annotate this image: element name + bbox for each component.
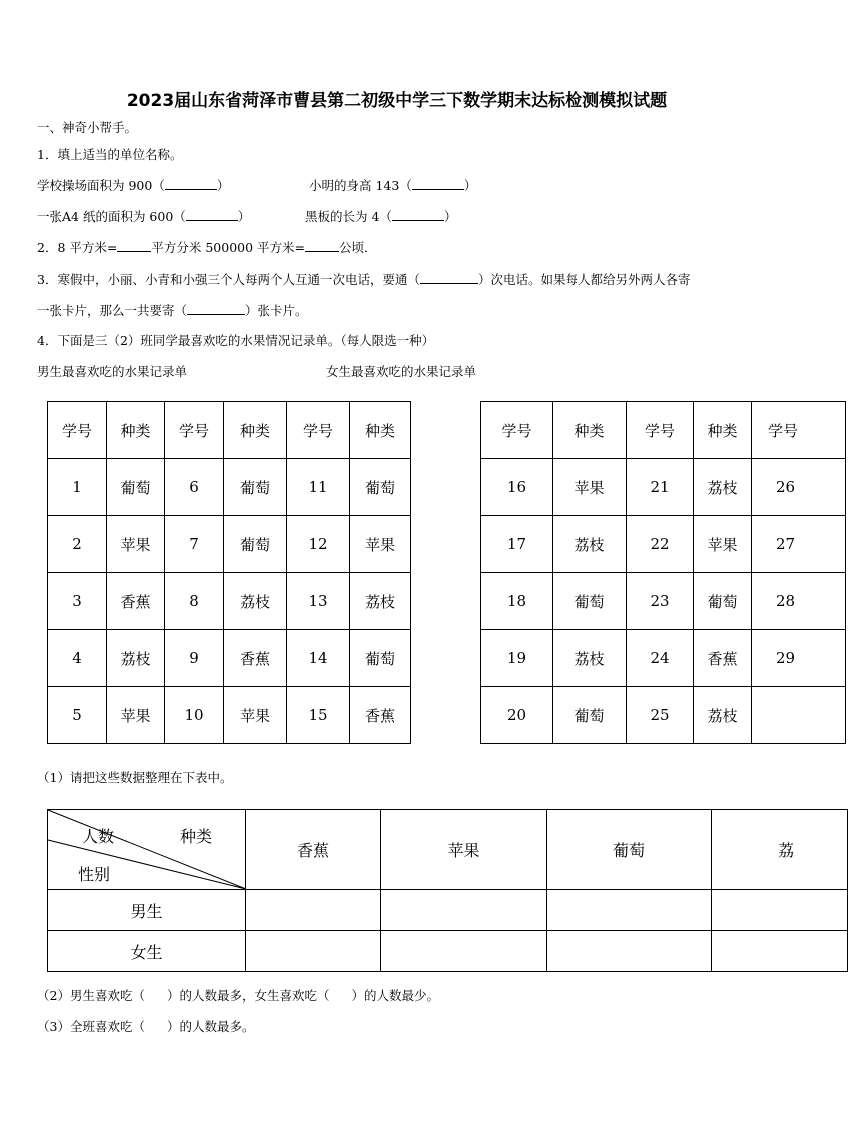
question-3-line2 [37,302,308,319]
table-cell: 香蕉 [694,630,752,687]
boys-record-table [47,401,411,744]
subquestion-2-text-c: ）的人数最少。 [351,988,439,1003]
table-cell: 11 [287,459,350,516]
table-cell: 葡萄 [224,459,287,516]
header-cell: 学号 [287,402,350,459]
table-cell [752,687,846,744]
question-3-text-a: 3．寒假中，小丽、小青和小强三个人每两个人互通一次电话，要通（ [37,272,420,287]
answer-blank[interactable] [117,239,151,252]
question-1c-text: 一张A4 纸的面积为 600（ [37,209,186,224]
summary-row-girls [48,931,848,972]
girls-table-clip [480,401,799,751]
corner-label-type: 种类 [180,827,213,846]
table-cell: 荔枝 [350,573,411,630]
table-cell: 荔枝 [107,630,165,687]
table-row [48,516,411,573]
header-cell: 种类 [107,402,165,459]
girls-record-table [480,401,846,744]
fill-in-cell[interactable] [381,931,547,972]
summary-table-clip [47,809,794,971]
table-cell: 葡萄 [107,459,165,516]
header-cell: 学号 [627,402,694,459]
answer-blank[interactable] [420,271,478,284]
table-cell: 18 [481,573,553,630]
answer-blank[interactable] [412,177,464,190]
question-1a-text: 学校操场面积为 900（ [37,178,165,193]
table-row [481,687,846,744]
table-cell: 葡萄 [553,573,627,630]
question-1d-text: 黑板的长为 4（ [305,209,392,224]
row-header-girls: 女生 [48,931,246,972]
table-cell: 苹果 [107,687,165,744]
table-cell: 葡萄 [224,516,287,573]
table-cell: 9 [165,630,224,687]
question-2-part2: 平方分米 500000 平方米= [151,240,305,255]
subquestion-2-text-b: ）的人数最多，女生喜欢吃（ [166,988,330,1003]
fill-in-cell[interactable] [246,931,381,972]
summary-table [47,809,848,972]
column-header-banana: 香蕉 [246,810,381,890]
table-cell: 7 [165,516,224,573]
table-cell: 15 [287,687,350,744]
subquestion-2 [37,988,439,1004]
table-cell: 8 [165,573,224,630]
answer-blank[interactable] [392,208,444,221]
answer-blank[interactable] [187,302,245,315]
table-cell: 28 [752,573,846,630]
table-cell: 荔枝 [224,573,287,630]
girls-table-caption: 女生最喜欢吃的水果记录单 [326,364,477,379]
table-row [48,573,411,630]
corner-label-count: 人数 [82,827,115,846]
fill-in-cell[interactable] [712,931,848,972]
table-cell: 6 [165,459,224,516]
corner-label-gender: 性别 [78,865,111,884]
answer-blank[interactable] [305,239,339,252]
boys-table-caption: 男生最喜欢吃的水果记录单 [37,364,188,379]
table-cell: 4 [48,630,107,687]
table-cell: 葡萄 [694,573,752,630]
question-3-text-b: ）次电话。如果每人都给另外两人各寄 [477,272,691,287]
table-row [48,459,411,516]
subquestion-3-text-b: ）的人数最多。 [166,1019,255,1034]
question-1d [305,208,456,225]
table-cell: 20 [481,687,553,744]
fill-in-cell[interactable] [547,890,712,931]
header-cell: 学号 [752,402,846,459]
question-1b-text: 小明的身高 143（ [309,178,412,193]
table-cell: 13 [287,573,350,630]
question-1c [37,208,250,225]
table-cell: 29 [752,630,846,687]
table-cell: 荔枝 [553,630,627,687]
table-cell: 25 [627,687,694,744]
fill-in-cell[interactable] [246,890,381,931]
table-cell: 12 [287,516,350,573]
subquestion-3 [37,1019,254,1035]
table-header-row [48,402,411,459]
answer-blank[interactable] [186,208,238,221]
table-cell: 16 [481,459,553,516]
table-cell: 香蕉 [107,573,165,630]
table-cell: 2 [48,516,107,573]
question-1c-close: ） [237,209,251,224]
question-3-text-c: 一张卡片，那么一共要寄（ [37,303,188,318]
fill-in-cell[interactable] [712,890,848,931]
table-row [481,459,846,516]
question-3-line1 [37,271,690,288]
table-cell: 27 [752,516,846,573]
header-cell: 种类 [694,402,752,459]
header-cell: 学号 [48,402,107,459]
question-1-heading: 1．填上适当的单位名称。 [37,147,183,162]
table-row [481,630,846,687]
table-cell: 22 [627,516,694,573]
table-cell: 苹果 [107,516,165,573]
table-cell: 23 [627,573,694,630]
column-header-grape: 葡萄 [547,810,712,890]
column-header-apple: 苹果 [381,810,547,890]
question-3-text-d: ）张卡片。 [245,303,308,318]
question-2 [37,239,377,256]
page-title: 2023届山东省菏泽市曹县第二初级中学三下数学期末达标检测模拟试题 [126,91,668,111]
table-row [48,630,411,687]
question-1a [37,177,229,194]
question-4-heading: 4．下面是三（2）班同学最喜欢吃的水果情况记录单。（每人限选一种） [37,333,435,348]
table-cell: 苹果 [350,516,411,573]
header-cell: 学号 [165,402,224,459]
subquestion-3-text-a: （3）全班喜欢吃（ [37,1019,145,1034]
table-cell: 苹果 [224,687,287,744]
diagonal-header-cell [48,810,246,890]
table-cell: 24 [627,630,694,687]
subquestion-1: （1）请把这些数据整理在下表中。 [37,770,233,785]
column-header-lychee: 荔 [712,810,848,890]
table-cell: 葡萄 [553,687,627,744]
table-cell: 荔枝 [553,516,627,573]
question-2-part1: 2．8 平方米= [37,240,118,255]
header-cell: 种类 [224,402,287,459]
summary-header-row [48,810,848,890]
question-1a-close: ） [216,178,230,193]
question-1d-close: ） [443,209,457,224]
table-cell: 14 [287,630,350,687]
table-cell: 21 [627,459,694,516]
table-cell: 荔枝 [694,459,752,516]
table-row [481,573,846,630]
table-cell: 26 [752,459,846,516]
answer-blank[interactable] [165,177,217,190]
table-cell: 1 [48,459,107,516]
header-cell: 学号 [481,402,553,459]
question-2-part3: 公顷． [339,240,377,255]
question-1b-close: ） [463,178,477,193]
table-cell: 荔枝 [694,687,752,744]
table-cell: 10 [165,687,224,744]
table-cell: 香蕉 [224,630,287,687]
table-cell: 苹果 [553,459,627,516]
table-cell: 香蕉 [350,687,411,744]
fill-in-cell[interactable] [547,931,712,972]
table-cell: 葡萄 [350,630,411,687]
table-row [48,687,411,744]
table-cell: 5 [48,687,107,744]
table-row [481,516,846,573]
header-cell: 种类 [553,402,627,459]
table-cell: 葡萄 [350,459,411,516]
question-1b [309,177,476,194]
header-cell: 种类 [350,402,411,459]
summary-row-boys [48,890,848,931]
table-cell: 苹果 [694,516,752,573]
table-cell: 19 [481,630,553,687]
table-cell: 3 [48,573,107,630]
section-heading: 一、神奇小帮手。 [37,120,138,135]
subquestion-2-text-a: （2）男生喜欢吃（ [37,988,145,1003]
row-header-boys: 男生 [48,890,246,931]
table-cell: 17 [481,516,553,573]
table-header-row [481,402,846,459]
fill-in-cell[interactable] [381,890,547,931]
